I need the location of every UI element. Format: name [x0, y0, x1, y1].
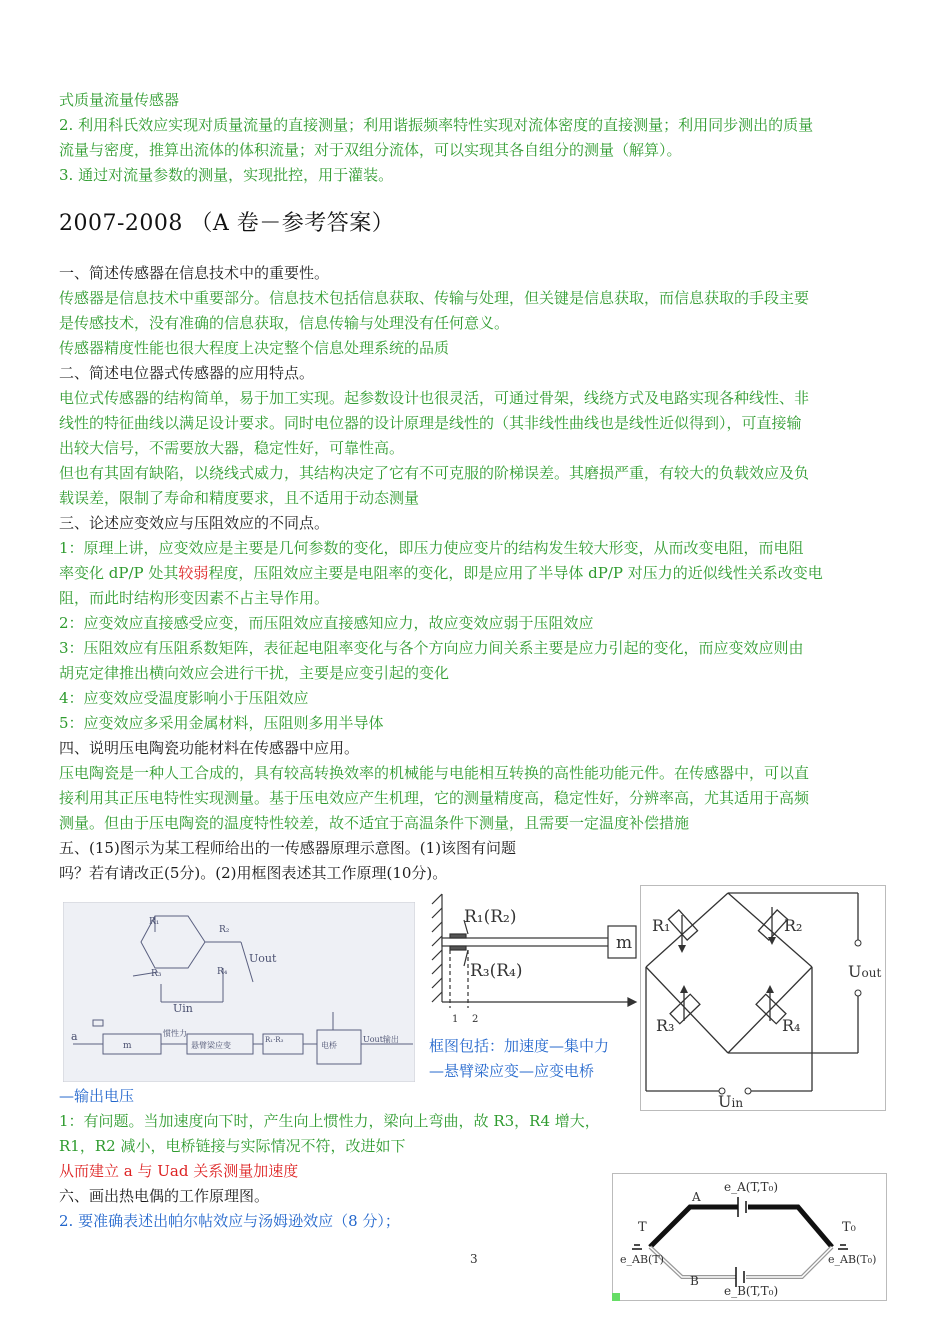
answer-line: 压电陶瓷是一种人工合成的，具有较高转换效率的机械能与电能相互转换的高性能功能元件。在传感器中，可以直: [59, 764, 810, 782]
thermo-label-a: A: [692, 1190, 701, 1204]
bridge-label-r2: R₂: [784, 916, 803, 935]
answer-text: 率变化 dP/P 处其: [59, 564, 179, 582]
sketch-flow: 电桥: [321, 1041, 337, 1050]
thermo-label-b: B: [690, 1274, 699, 1288]
hand-sketch-figure: [63, 902, 415, 1082]
figure-caption: —悬臂梁应变—应变电桥: [429, 1062, 595, 1080]
answer-line: 4：应变效应受温度影响小于压阻效应: [59, 689, 309, 707]
thermo-label-eab-t0: e_AB(T₀): [828, 1253, 877, 1266]
thermo-label-eab-t: e_AB(T): [620, 1253, 664, 1266]
answer-line: 接利用其正压电特性实现测量。基于压电效应产生机理，它的测量精度高，稳定性好，分辨率高，尤其适用于高频: [59, 789, 810, 807]
answer-line: 测量。但由于压电陶瓷的温度特性较差，故不适宜于高温条件下测量，且需要一定温度补偿措施: [59, 814, 690, 832]
sketch-label: R₂: [219, 925, 230, 935]
answer-line: 1：有问题。当加速度向下时，产生向上惯性力，梁向上弯曲，故 R3，R4 增大，: [59, 1112, 600, 1130]
sketch-label: Uin: [173, 1002, 193, 1015]
thermo-label-ea: e_A(T,T₀): [724, 1180, 778, 1194]
highlight-text: 较弱: [178, 564, 209, 582]
answer-line: 2. 要准确表述出帕尔帖效应与汤姆逊效应（8 分）；: [59, 1212, 400, 1230]
sketch-label: R₄: [217, 967, 228, 977]
beam-label-r12: R₁(R₂): [464, 907, 517, 927]
answer-line: 传感器是信息技术中重要部分。信息技术包括信息获取、传输与处理，但关键是信息获取，而信息获取的手段主要: [59, 289, 810, 307]
answer-line: 阻，而此时结构形变因素不占主导作用。: [59, 589, 330, 607]
text-line: 3. 通过对流量参数的测量，实现批控，用于灌装。: [59, 166, 394, 184]
bridge-label-r4: R₄: [782, 1016, 801, 1035]
cantilever-beam-figure: [428, 892, 640, 1027]
thermocouple-figure: [612, 1173, 887, 1301]
bridge-label-r3: R₃: [656, 1016, 675, 1035]
question-2: 二、简述电位器式传感器的应用特点。: [59, 364, 315, 382]
answer-line: 载误差，限制了寿命和精度要求，且不适用于动态测量: [59, 489, 420, 507]
thermo-label-t0: T₀: [842, 1220, 856, 1235]
figure-caption: —输出电压: [59, 1087, 135, 1105]
answer-line: 1：原理上讲，应变效应是主要是几何参数的变化，即压力使应变片的结构发生较大形变，从而改变电阻，而电阻: [59, 539, 804, 557]
sketch-label: R₁: [149, 917, 160, 927]
answer-line-highlight: 从而建立 a 与 Uad 关系测量加速度: [59, 1162, 299, 1180]
question-3: 三、论述应变效应与压阻效应的不同点。: [59, 514, 330, 532]
text-line: 2. 利用科氏效应实现对质量流量的直接测量；利用谐振频率特性实现对流体密度的直接测量；利用同步测出的质量: [59, 116, 814, 134]
answer-text: 程度，压阻效应主要是电阻率的变化，即是应用了半导体 dP/P 对压力的近似线性关系改变电: [208, 564, 823, 582]
answer-line: 出较大信号，不需要放大器，稳定性好，可靠性高。: [59, 439, 405, 457]
beam-mark: 2: [472, 1014, 479, 1025]
answer-line: 线性的特征曲线以满足设计要求。同时电位器的设计原理是线性的（其非线性曲线也是线性近似得到），可直接输: [59, 414, 802, 432]
sketch-flow: 惯性力: [163, 1029, 187, 1038]
answer-line: 是传感技术，没有准确的信息获取，信息传输与处理没有任何意义。: [59, 314, 510, 332]
corner-marker: [612, 1293, 620, 1301]
answer-line: 电位式传感器的结构简单，易于加工实现。起参数设计也很灵活，可通过骨架，线绕方式及电路实现各种线性、非: [59, 389, 810, 407]
question-1: 一、简述传感器在信息技术中的重要性。: [59, 264, 330, 282]
figure-caption: 框图包括：加速度—集中力: [429, 1037, 610, 1055]
page-number: 3: [470, 1252, 478, 1266]
answer-line: 5：应变效应多采用金属材料，压阻则多用半导体: [59, 714, 384, 732]
question-4: 四、说明压电陶瓷功能材料在传感器中应用。: [59, 739, 360, 757]
answer-line: 3：压阻效应有压阻系数矩阵，表征起电阻率变化与各个方向应力间关系主要是应力引起的变化，而应变效应则由: [59, 639, 804, 657]
answer-line: 2：应变效应直接感受应变，而压阻效应直接感知应力，故应变效应弱于压阻效应: [59, 614, 594, 632]
answer-line: 但也有其固有缺陷，以绕线式威力，其结构决定了它有不可克服的阶梯误差。其磨损严重，有较大的负载效应及负: [59, 464, 810, 482]
beam-mark: 1: [452, 1014, 459, 1025]
beam-mass-label: m: [616, 933, 633, 953]
section-title: 2007-2008 （A 卷－参考答案）: [59, 211, 395, 236]
text-line: 式质量流量传感器: [59, 91, 180, 109]
question-6: 六、画出热电偶的工作原理图。: [59, 1187, 270, 1205]
sketch-flow: Uout输出: [363, 1035, 399, 1044]
beam-label-r34: R₃(R₄): [470, 961, 523, 981]
text-line: 流量与密度，推算出流体的体积流量；对于双组分流体，可以实现其各自组分的测量（解算）。: [59, 141, 682, 159]
sketch-label: R₃: [151, 969, 162, 979]
bridge-label-r1: R₁: [652, 916, 671, 935]
sketch-label: Uout: [249, 952, 277, 965]
sketch-flow: m: [123, 1041, 132, 1051]
strain-bridge-figure: [640, 885, 886, 1111]
question-5: 五、(15)图示为某工程师给出的一传感器原理示意图。(1)该图有问题: [59, 839, 517, 857]
thermo-label-eb: e_B(T,T₀): [724, 1284, 779, 1298]
answer-line: R1，R2 减小，电桥链接与实际情况不符，改进如下: [59, 1137, 406, 1155]
answer-line: 传感器精度性能也很大程度上决定整个信息处理系统的品质: [59, 339, 450, 357]
sketch-flow: 悬臂梁应变: [191, 1041, 231, 1050]
question-5: 吗？若有请改正(5分)。(2)用框图表述其工作原理(10分)。: [59, 864, 448, 882]
answer-line: 胡克定律推出横向效应会进行干扰，主要是应变引起的变化: [59, 664, 450, 682]
bridge-label-uout: Uout: [848, 962, 882, 981]
answer-line: [59, 561, 823, 586]
thermo-label-t: T: [638, 1220, 647, 1235]
sketch-flow: R₁·R₃: [265, 1036, 284, 1044]
sketch-flow: a: [71, 1030, 78, 1043]
bridge-label-uin: Uin: [718, 1092, 744, 1111]
